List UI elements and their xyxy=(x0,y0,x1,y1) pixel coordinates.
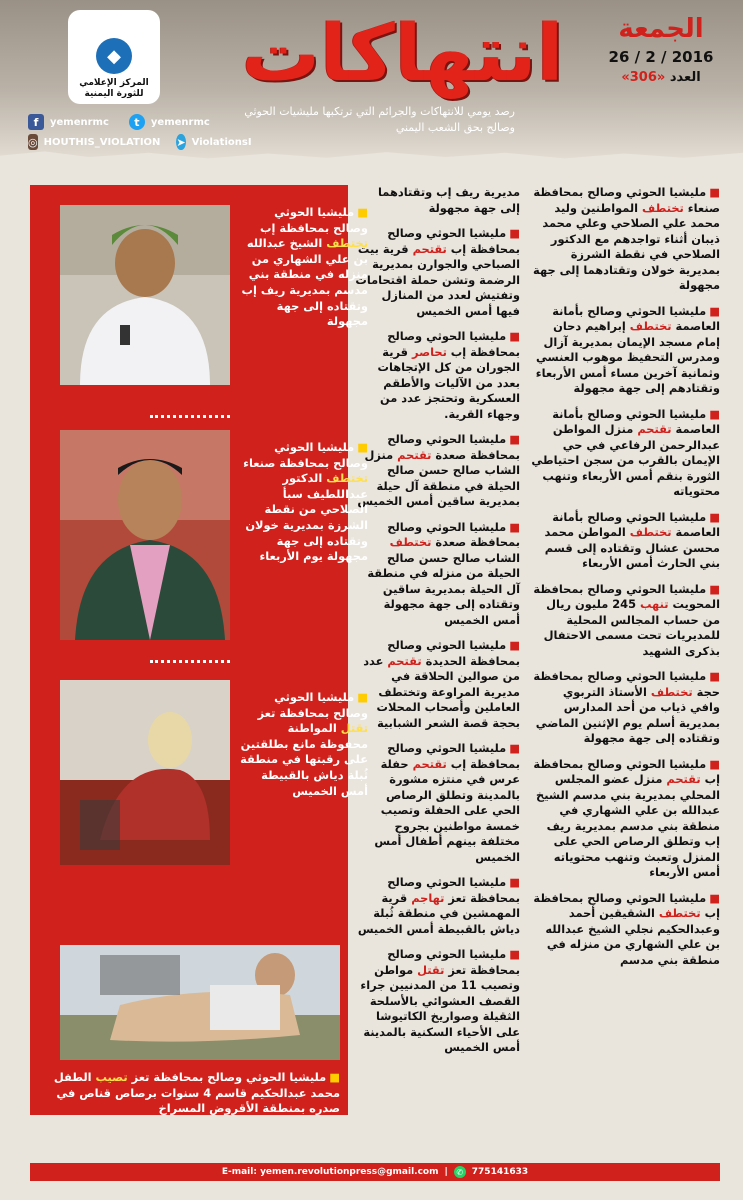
telegram-icon[interactable]: ➤ xyxy=(176,135,186,149)
item-text: مليشيا الحوثي وصالح بمحافظة صنعاء xyxy=(533,185,720,215)
violation-keyword: تحاصر xyxy=(411,344,447,359)
news-column-middle xyxy=(355,185,520,1066)
twitter-icon[interactable]: t xyxy=(129,114,145,130)
photo-block-1 xyxy=(60,205,368,385)
item-text: المواطنين وليد محمد علي الصلاحي وعلي محمد ذيبان أثناء تواجدهم مع الدكتور الصلاحي في نقطة الشرزة بمديرية خولان وتقتادهما إلى جهة مجهولة xyxy=(533,200,720,292)
news-item xyxy=(355,329,520,422)
footer-phone[interactable]: 775141633 xyxy=(471,1167,529,1177)
dotted-separator xyxy=(150,660,230,664)
social-links xyxy=(28,112,252,152)
item-text: مليشيا الحوثي وصالح بمحافظة إب xyxy=(387,226,520,256)
bullet-square-icon: ■ xyxy=(509,947,520,961)
item-text: قرية بيت الصباحي والجوارن بمديرية الرضمة وتشن حملة اقتحامات وتفتيش لعدد من المنازل فيها أمس الخميس xyxy=(355,241,520,318)
violation-keyword: تصيب xyxy=(95,1070,128,1084)
item-text: مليشيا الحوثي وصالح بمحافظة إب xyxy=(387,741,520,771)
item-text: مليشيا الحوثي وصالح بمحافظة المحويت xyxy=(533,581,720,611)
yemen-map-icon: ◆ xyxy=(96,38,132,74)
photo-block-2 xyxy=(60,430,368,640)
item-text: مليشيا الحوثي وصالح بمحافظة تعز xyxy=(127,1070,327,1084)
item-text: مليشيا الحوثي وصالح بمحافظة حجة xyxy=(533,669,720,699)
item-text: مليشيا الحوثي وصالح بمحافظة صعدة xyxy=(387,519,520,549)
violation-keyword: تقتحم xyxy=(412,756,447,771)
violation-keyword: تقتحم xyxy=(387,653,422,668)
content-area xyxy=(30,185,720,1155)
violation-keyword: تختطف xyxy=(658,906,701,920)
bullet-square-icon: ■ xyxy=(709,509,720,524)
item-text: 245 مليون ريال من حساب المجالس المحلية للمديريات تحت مسمى الاحتفال بذكرى الشهيد xyxy=(543,597,720,658)
bullet-square-icon: ■ xyxy=(509,226,520,240)
bullet-square-icon: ■ xyxy=(509,519,520,534)
bullet-square-icon: ■ xyxy=(709,756,720,771)
item-text: الأستاذ التربوي وافي ذياب من أحد المدارس بمديرية أسلم يوم الإثنين الماضي وتقتاده إلى جهة مجهولة xyxy=(535,684,720,745)
facebook-handle[interactable]: yemenrmc xyxy=(50,116,109,128)
item-text: مليشيا الحوثي وصالح بمحافظة إب xyxy=(533,890,720,920)
bullet-square-icon: ■ xyxy=(509,638,520,652)
news-item xyxy=(355,520,520,629)
panel-item-1 xyxy=(238,205,368,330)
item-text: مليشيا الحوثي وصالح بمحافظة إب xyxy=(387,329,520,359)
date-box xyxy=(601,14,721,85)
masthead-banner xyxy=(0,0,743,160)
item-text: قرية المهمشين في منطقة ثُبلة دياش بالقبيطة أمس الخميس xyxy=(357,890,520,936)
violation-keyword: تقتحم xyxy=(412,241,447,256)
item-text: مليشيا الحوثي وصالح بمحافظة صنعاء xyxy=(243,440,368,470)
news-item xyxy=(530,304,720,397)
news-item xyxy=(530,757,720,881)
news-item xyxy=(530,582,720,660)
violation-keyword: تنهب xyxy=(640,597,669,611)
item-text: المواطن محمد محسن عشال وتقتاده إلى قسم بني الحارث أمس الأربعاء xyxy=(544,525,720,570)
issue-number: العدد «306» xyxy=(621,70,701,85)
bullet-square-icon: ■ xyxy=(709,581,720,596)
news-item xyxy=(530,185,720,294)
bullet-square-icon: ■ xyxy=(357,440,368,454)
item-text: مليشيا الحوثي وصالح بمحافظة تعز xyxy=(387,947,520,977)
bullet-square-icon: ■ xyxy=(509,875,520,889)
item-text: مليشيا الحوثي وصالح بمحافظة صعدة xyxy=(387,432,520,462)
photo-injured-child xyxy=(60,945,340,1060)
dotted-separator xyxy=(150,415,230,419)
tagline: رصد يومي للانتهاكات والجرائم التي ترتكبها مليشيات الحوثي وصالح بحق الشعب اليمني xyxy=(244,105,515,134)
item-text: الشقيقين أحمد وعبدالحكيم نجلي الشيخ عبدالله بن علي الشهاري من منزله في منطقة بني مدسم xyxy=(545,906,720,967)
violation-keyword: تقتحم xyxy=(397,447,432,462)
panel-item-2 xyxy=(238,440,368,565)
item-text: الطفل محمد عبدالحكيم قاسم 4 سنوات برصاص قناص في صدره بمنطقة الأقروض المسراخ xyxy=(53,1070,340,1115)
bullet-square-icon: ■ xyxy=(329,1070,340,1084)
panel-item-3 xyxy=(238,690,368,799)
item-text: حفلة عرس في منتزه مشورة بالمدينة وتطلق الرصاص الحي على الحفلة وتصيب خمسة مواطنين بجروح مختلفة بينهم أطفال أمس الخميس xyxy=(374,756,520,864)
bullet-square-icon: ■ xyxy=(509,741,520,755)
item-text: المواطنة محفوظة مانع بطلقتين على رقبتها في منطقة ثُبلة دياش بالقبيطة أمس الخميس xyxy=(240,721,368,798)
news-item xyxy=(355,741,520,865)
featured-panel xyxy=(30,185,368,1115)
photo-mahfoudha-manea xyxy=(60,680,230,865)
photo-sheikh-shahari xyxy=(60,205,230,385)
news-item xyxy=(355,185,520,216)
item-text: الشيخ عبدالله بن علي الشهاري من منزله في منطقة بني مدسم بمديرية ريف إب وتقتاده إلى جهة مجهولة xyxy=(241,236,368,329)
item-text: قرية الجوران من كل الإتجاهات بعدد من الآليات والأطقم العسكرية وتحتجز عدد من وجهاء القرية. xyxy=(377,344,520,421)
publication-title: انتهاكات xyxy=(241,9,564,99)
violation-keyword: تختطف xyxy=(326,471,368,486)
instagram-handle[interactable]: HOUTHIS_VIOLATION xyxy=(43,136,161,148)
violation-keyword: تختطف xyxy=(642,200,684,215)
item-text: الشاب صالح حسن صالح الحيلة من منزله في منطقة آل الحيلة بمديرية ساقين وتقتاده إلى جهة مجهولة أمس الخميس xyxy=(367,550,520,627)
bullet-square-icon: ■ xyxy=(709,185,720,199)
item-text: مليشيا الحوثي وصالح بأمانة العاصمة xyxy=(552,406,720,436)
photo-dr-salahi xyxy=(60,430,230,640)
news-item xyxy=(355,432,520,510)
panel-item-bottom xyxy=(50,1070,340,1117)
item-text: مليشيا الحوثي وصالح بمحافظة إب xyxy=(260,205,368,235)
bullet-square-icon: ■ xyxy=(709,406,720,421)
violation-keyword: تختطف xyxy=(629,319,672,333)
instagram-icon[interactable]: ◎ xyxy=(28,135,38,149)
violation-keyword: تقتل xyxy=(340,721,368,736)
news-item xyxy=(355,638,520,731)
item-text: مليشيا الحوثي وصالح بمحافظة إب xyxy=(533,756,720,786)
violation-keyword: تختطف xyxy=(389,535,432,549)
bullet-square-icon: ■ xyxy=(509,329,520,343)
news-item xyxy=(355,226,520,319)
item-text: مواطن وتصيب 11 من المدنيين جراء القصف العشوائي بالأسلحة الثقيلة وصواريخ الكاتيوشا على الأحياء السكنية بالمدينة أمس الخميس xyxy=(360,962,520,1054)
item-text: منزل الشاب صالح حسن صالح الحيلة في منطقة آل حيلة بمديرية ساقين أمس الخميس xyxy=(357,447,520,508)
news-item xyxy=(530,669,720,747)
item-text: مليشيا الحوثي وصالح بمحافظة تعز xyxy=(387,875,520,905)
bullet-square-icon: ■ xyxy=(709,890,720,905)
violation-keyword: تقتحم xyxy=(637,422,672,436)
contact-footer: E-mail: yemen.revolutionpress@gmail.com | ✆ 775141633 xyxy=(30,1163,720,1181)
bullet-square-icon: ■ xyxy=(357,205,368,219)
violation-keyword: تقتل xyxy=(417,962,445,977)
bullet-square-icon: ■ xyxy=(509,432,520,446)
news-item xyxy=(355,947,520,1056)
item-text: مليشيا الحوثي وصالح بمحافظة تعز xyxy=(257,690,368,720)
center-logo xyxy=(68,10,160,104)
news-item xyxy=(530,891,720,969)
bullet-square-icon: ■ xyxy=(709,303,720,318)
news-item xyxy=(355,875,520,937)
bullet-square-icon: ■ xyxy=(357,690,368,704)
news-column-right xyxy=(530,185,720,978)
bullet-square-icon: ■ xyxy=(709,669,720,683)
center-name: المركز الإعلامي للثورة اليمنية xyxy=(79,78,149,99)
item-text: مليشيا الحوثي وصالح بأمانة العاصمة xyxy=(552,303,720,333)
twitter-handle[interactable]: yemenrmc xyxy=(150,116,210,128)
item-text: إبراهيم دحان إمام مسجد الإيمان بمديرية آزال ومدرس التحفيظ موهوب العنسي وثمانية آخرين مساء أمس الأربعاء وتقتادهم إلى جهة مجهولة xyxy=(535,319,720,395)
news-item xyxy=(530,407,720,500)
item-text: مليشيا الحوثي وصالح بمحافظة الحديدة xyxy=(387,638,520,668)
violation-keyword: تختطف xyxy=(326,236,368,251)
footer-email[interactable]: E-mail: yemen.revolutionpress@gmail.com xyxy=(221,1167,439,1177)
item-text: مديرية ريف إب وتقتادهما إلى جهة مجهولة xyxy=(378,185,520,215)
violation-keyword: تهاجم xyxy=(411,890,445,905)
issue-date: 2016 / 2 / 26 xyxy=(608,48,714,66)
facebook-icon[interactable]: f xyxy=(28,114,44,130)
day-name: الجمعة xyxy=(618,14,704,44)
item-text: منزل عضو المجلس المحلي بمديرية بني مدسم الشيخ عبدالله بن علي الشهاري في منطقة بني مدسم بمديرية ريف إب وتطلق الرصاص الحي على المنزل وتعبث وتنهب محتوياته أمس الأربعاء xyxy=(536,772,720,879)
item-text: مليشيا الحوثي وصالح بأمانة العاصمة xyxy=(552,509,720,539)
whatsapp-icon: ✆ xyxy=(454,1166,466,1178)
violation-keyword: تختطف xyxy=(629,525,672,539)
item-text: عدد من صوالين الحلاقة في مديرية المراوعة وتختطف العاملين وأصحاب المحلات بحجة قصة الشعر الشبابية xyxy=(363,653,520,730)
item-text: منزل المواطن عبدالرحمن الرفاعي في حي الإيمان بالقرب من سجن احتياطي الثورة بنقم أمس الأربعاء وتنهب محتوياته xyxy=(531,422,720,498)
photo-block-3 xyxy=(60,680,368,865)
news-item xyxy=(530,510,720,572)
telegram-handle[interactable]: ViolationsI xyxy=(191,136,252,148)
violation-keyword: تختطف xyxy=(650,684,693,699)
item-text: الدكتور عبداللطيف سبأ الصلاحي من نقطة الشرزة بمديرية خولان وتقتاده إلى جهة مجهولة يوم الأربعاء xyxy=(245,471,368,564)
violation-keyword: تقتحم xyxy=(666,772,701,786)
